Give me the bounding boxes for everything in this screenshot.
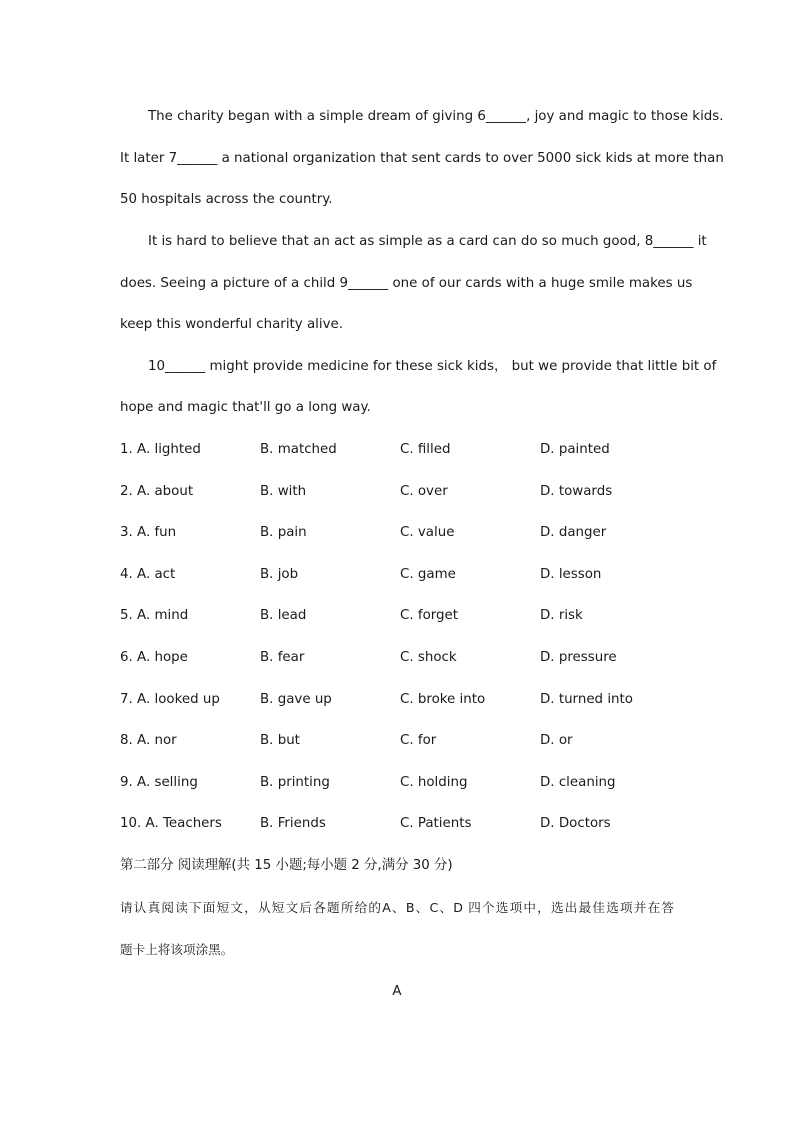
option-a: 3. A. fun — [120, 525, 177, 540]
option-a: 2. A. about — [120, 484, 194, 499]
option-b: B. matched — [260, 442, 337, 457]
passage-line: 10______ might provide medicine for these sick kids， but we provide that little bit of — [148, 359, 717, 374]
option-b: B. printing — [260, 775, 330, 790]
option-d: D. Doctors — [540, 816, 611, 831]
option-c: C. value — [400, 525, 455, 540]
passage-line: does. Seeing a picture of a child 9______ one of our cards with a huge smile makes us — [120, 276, 693, 291]
passage-line: The charity began with a simple dream of giving 6______, joy and magic to those kids. — [148, 109, 724, 124]
option-c: C. holding — [400, 775, 468, 790]
option-row-9 — [120, 774, 680, 792]
option-row-2 — [120, 483, 680, 501]
option-b: B. with — [260, 484, 307, 499]
option-d: D. risk — [540, 608, 583, 623]
option-c: C. Patients — [400, 816, 472, 831]
option-d: D. danger — [540, 525, 607, 540]
option-c: C. over — [400, 484, 448, 499]
option-d: D. pressure — [540, 650, 617, 665]
option-a: 8. A. nor — [120, 733, 177, 748]
option-row-7 — [120, 691, 680, 709]
option-row-3 — [120, 524, 680, 542]
option-c: C. shock — [400, 650, 457, 665]
option-a: 7. A. looked up — [120, 692, 220, 707]
option-row-6 — [120, 649, 680, 667]
option-d: D. towards — [540, 484, 613, 499]
option-b: B. but — [260, 733, 300, 748]
option-c: C. filled — [400, 442, 451, 457]
option-c: C. for — [400, 733, 437, 748]
option-d: D. turned into — [540, 692, 633, 707]
option-b: B. fear — [260, 650, 305, 665]
passage-label: A — [392, 984, 402, 999]
option-a: 1. A. lighted — [120, 442, 201, 457]
option-d: D. or — [540, 733, 573, 748]
option-c: C. broke into — [400, 692, 486, 707]
option-row-8 — [120, 732, 680, 750]
option-a: 9. A. selling — [120, 775, 198, 790]
option-b: B. job — [260, 567, 299, 582]
option-row-1 — [120, 441, 680, 459]
option-b: B. Friends — [260, 816, 326, 831]
passage-line: It later 7______ a national organization that sent cards to over 5000 sick kids at more than — [120, 151, 724, 166]
option-a: 10. A. Teachers — [120, 816, 222, 831]
option-row-10 — [120, 815, 680, 833]
option-d: D. lesson — [540, 567, 602, 582]
option-b: B. lead — [260, 608, 307, 623]
passage-line: It is hard to believe that an act as simple as a card can do so much good, 8______ it — [148, 234, 707, 249]
option-a: 6. A. hope — [120, 650, 188, 665]
option-row-4 — [120, 566, 680, 584]
passage-line: 50 hospitals across the country. — [120, 192, 333, 207]
passage-line: hope and magic that'll go a long way. — [120, 400, 371, 415]
option-b: B. gave up — [260, 692, 332, 707]
option-c: C. game — [400, 567, 456, 582]
option-row-5 — [120, 607, 680, 625]
section-title: 第二部分 阅读理解(共 15 小题;每小题 2 分,满分 30 分) — [120, 858, 453, 873]
section-instruction: 题卡上将该项涂黑。 — [120, 942, 234, 957]
option-a: 5. A. mind — [120, 608, 189, 623]
passage-line: keep this wonderful charity alive. — [120, 317, 344, 332]
option-d: D. cleaning — [540, 775, 616, 790]
option-a: 4. A. act — [120, 567, 176, 582]
option-b: B. pain — [260, 525, 307, 540]
option-c: C. forget — [400, 608, 459, 623]
option-d: D. painted — [540, 442, 610, 457]
section-instruction: 请认真阅读下面短文，从短文后各题所给的A、B、C、D 四个选项中，选出最佳选项并在答 — [120, 900, 674, 915]
